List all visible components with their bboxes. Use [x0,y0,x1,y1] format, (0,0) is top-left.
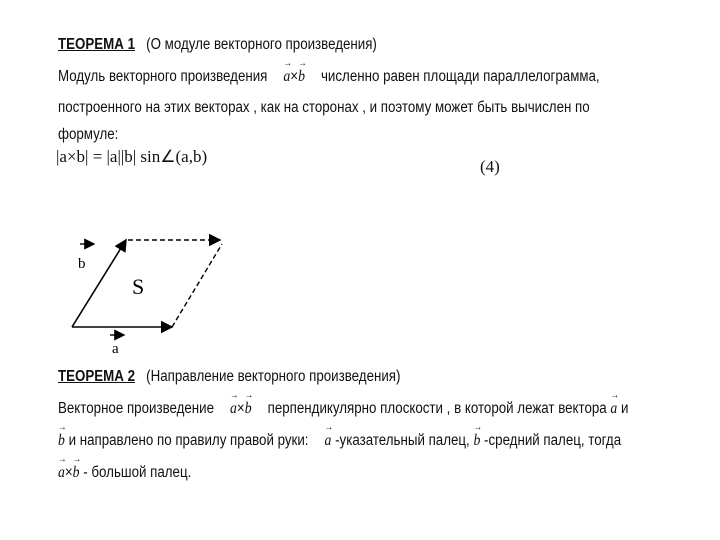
vector-b-label: b [78,256,86,272]
vector-a-symbol: → a [230,400,237,418]
vector-b-symbol: → b [58,432,65,450]
theorem1-heading [58,36,377,54]
area-label: S [132,274,145,299]
theorem2-line2 [58,432,621,450]
vector-a-symbol: → a [325,432,332,450]
theorem1-line3: формуле: [58,126,119,143]
theorem2-line1 [58,400,628,418]
area-formula-text: |a×b| = |a||b| sin∠(a,b) [56,147,208,166]
vector-b-arrow [72,240,126,327]
theorem1-subtitle: (О модуле векторного произведения) [146,36,377,53]
vector-b-symbol: → b [298,68,305,86]
cross-symbol: × [236,400,245,417]
theorem1-line2: построенного на этих векторах , как на сторонах , и поэтому может быть вычислен по [58,99,590,116]
theorem1-title: ТЕОРЕМА 1 [58,36,136,53]
theorem2-title: ТЕОРЕМА 2 [58,368,136,385]
vector-b-symbol: → b [73,464,80,482]
vector-a-symbol: → a [610,400,617,418]
vector-a-symbol: → a [58,464,65,482]
theorem2-text-after: перпендикулярно плоскости , в которой лежат вектора [267,400,607,417]
vector-b-symbol: → b [473,432,480,450]
theorem2-text-before: Векторное произведение [58,400,215,417]
vector-a-label: a [112,341,119,357]
equation-number: (4) [480,157,500,176]
theorem2-line3-text: - большой палец. [83,464,192,481]
area-formula [56,147,207,167]
cross-symbol: × [290,68,299,85]
cross-symbol: × [64,464,73,481]
theorem2-line2-c: -средний палец, тогда [484,432,622,449]
theorem2-heading [58,368,400,386]
parallelogram-diagram [60,228,260,363]
vector-a-symbol: → a [283,68,290,86]
theorem1-text-before: Модуль векторного произведения [58,68,268,85]
vector-b-symbol: → b [245,400,252,418]
theorem2-and: и [621,400,629,417]
dashed-right-side [172,244,222,327]
theorem1-line1 [58,68,600,86]
theorem2-subtitle: (Направление векторного произведения) [146,368,401,385]
theorem2-line2-a: и направлено по правилу правой руки: [68,432,309,449]
theorem2-line3 [58,464,191,482]
theorem1-text-after: численно равен площади параллелограмма, [320,68,600,85]
theorem2-line2-b: -указательный палец, [335,432,470,449]
